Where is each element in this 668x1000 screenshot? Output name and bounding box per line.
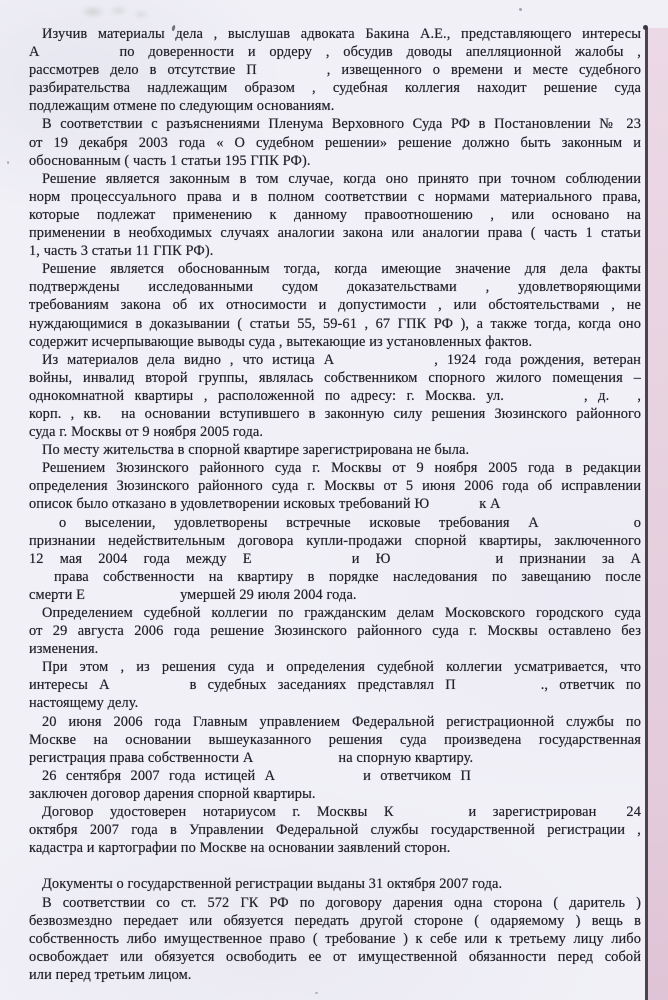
scan-speck <box>7 161 9 164</box>
text-line <box>29 224 641 242</box>
text-segment: о <box>633 514 641 531</box>
text-line <box>29 857 641 875</box>
text-segment: При этом , из решения суда и определения судебной коллегии усматривается, что <box>42 659 641 676</box>
text-segment: подтверждены исследованными судом доказательствами , удовлетворяющими <box>29 279 641 296</box>
text-line <box>29 803 641 821</box>
text-segment: собственность либо имущественное право ( требование ) к себе или к третьему лицу либо <box>29 930 641 947</box>
scan-edge-strip <box>645 28 668 1000</box>
redaction-gap <box>504 399 584 400</box>
paragraph <box>29 115 641 169</box>
text-line <box>29 532 641 550</box>
text-segment: суда г. Москвы от 9 ноября 2005 года. <box>29 424 264 441</box>
redaction-gap <box>391 562 496 563</box>
text-segment: и зарегистрирован <box>468 804 597 821</box>
text-segment: настоящему делу. <box>29 695 139 712</box>
text-segment: по доверенности и ордеру , обсудив доводы апелляционной жалобы , <box>119 44 641 61</box>
paragraph <box>29 658 641 712</box>
text-line <box>29 495 641 513</box>
paragraph <box>29 25 641 115</box>
text-line <box>29 477 641 495</box>
text-line <box>29 640 641 658</box>
text-segment: к А <box>479 496 501 513</box>
redaction-gap <box>85 598 180 599</box>
text-line <box>29 568 641 586</box>
text-segment: обоснованным ( часть 1 статьи 195 ГПК РФ). <box>29 152 311 169</box>
redaction-gap <box>429 507 479 508</box>
text-segment: на спорную квартиру. <box>338 749 474 766</box>
text-segment: однокомнатной квартиры , расположенной по адресу: г. Москва. ул. <box>29 387 504 404</box>
text-line <box>29 676 641 694</box>
text-segment: Москве на основании вышеуказанного решения суда произведена государственная <box>29 731 641 748</box>
text-line <box>29 206 641 224</box>
text-segment: безвозмездно передает или обязуется передать другой стороне ( одаряемому ) вещь в <box>29 912 641 929</box>
text-segment: 26 сентября 2007 года истицей А <box>42 767 276 784</box>
text-segment: разбирательства надлежащим образом , судебная коллегия находит решение суда <box>29 80 641 97</box>
text-segment: 20 июня 2006 года Главным управлением Федеральной регистрационной службы по <box>42 713 641 730</box>
text-line <box>29 604 641 622</box>
text-segment: рассмотрев дело в отсутствие П <box>29 62 257 79</box>
text-segment: изменения. <box>29 641 99 658</box>
text-segment: Определением судебной коллегии по гражданским делам Московского городского суда <box>42 605 641 621</box>
text-segment: 12 мая 2004 года между Е <box>29 550 252 567</box>
text-line <box>29 894 641 912</box>
text-line <box>29 242 641 260</box>
text-line <box>29 658 641 676</box>
text-segment: и Ю <box>351 550 391 567</box>
redaction-gap <box>501 507 641 508</box>
text-line <box>29 61 641 79</box>
paragraph <box>29 260 641 350</box>
text-line <box>29 749 641 767</box>
redaction-gap <box>29 580 54 581</box>
text-segment: регистрация права собственности А <box>29 749 254 766</box>
text-line <box>29 134 641 152</box>
text-line <box>29 767 641 785</box>
text-line <box>29 296 641 314</box>
text-line <box>29 441 641 459</box>
text-segment: интересы А <box>29 677 110 694</box>
text-line <box>29 622 641 640</box>
text-line <box>29 785 641 803</box>
text-line <box>29 930 641 948</box>
text-segment: подлежащим отмене по следующим основаниям. <box>29 98 335 115</box>
text-line <box>29 550 641 568</box>
text-segment: права собственности на квартиру в порядке наследования по завещанию после <box>54 568 641 585</box>
text-segment: признании недействительным договора купли-продажи спорной квартиры, заключенного <box>29 532 641 549</box>
text-line <box>29 387 641 405</box>
redaction-gap <box>596 815 626 816</box>
paragraph <box>29 875 641 893</box>
text-segment: Решение является законным в том случае, когда оно принято при точном соблюдении <box>42 170 641 187</box>
text-line <box>29 423 641 441</box>
text-segment: Из материалов дела видно , что истица А <box>42 351 335 368</box>
text-segment: 24 <box>626 804 641 821</box>
paragraph <box>29 713 641 767</box>
text-segment: смерти Е <box>29 586 86 603</box>
text-segment: и признании за А <box>495 550 641 567</box>
redaction-gap <box>40 55 120 56</box>
redaction-gap <box>252 562 352 563</box>
text-line <box>29 514 641 532</box>
text-line <box>29 369 641 387</box>
text-segment: Решение является обоснованным тогда, когда имеющие значение для дела факты <box>42 261 641 278</box>
text-segment: войны, инвалид второй группы, являлась собственником спорного жилого помещения – <box>29 369 641 386</box>
text-segment: , д. <box>583 387 610 404</box>
text-line <box>29 152 641 170</box>
redaction-gap <box>471 779 641 780</box>
document-text-body <box>29 25 641 984</box>
text-segment: содержит исчерпывающие выводы суда , вытекающие из установленных фактов. <box>29 333 533 350</box>
text-segment: которые подлежат применению к данному правоотношению , или основано на <box>29 206 641 223</box>
text-line <box>29 43 641 61</box>
text-line <box>29 839 641 857</box>
text-line <box>29 912 641 930</box>
redaction-gap <box>539 526 634 527</box>
text-segment: от 19 декабря 2003 года « О судебном решении» решение должно быть законным и <box>29 134 641 151</box>
text-segment: В соответствии со ст. 572 ГК РФ по договору дарения одна сторона ( даритель ) <box>42 894 641 911</box>
text-line <box>29 170 641 188</box>
text-line <box>29 875 641 893</box>
text-segment: А <box>29 44 40 61</box>
text-segment: Решением Зюзинского районного суда г. Москвы от 9 ноября 2005 года в редакции <box>42 460 641 477</box>
paragraph <box>29 441 641 459</box>
redaction-gap <box>101 417 121 418</box>
paragraph <box>29 170 641 260</box>
text-segment: , 1924 года рождения, ветеран <box>434 351 641 368</box>
text-segment: освобождает или обязуется освободить ее от имущественной обязанности перед собой <box>29 948 641 965</box>
paragraph <box>29 767 641 803</box>
text-segment: Изучив материалы дела , выслушав адвоката Бакина А.Е., представляющего интересы <box>42 26 641 42</box>
text-segment: норм процессуального права и в полном соответствии с нормами материального права, <box>29 188 641 205</box>
text-segment: ., ответчик по <box>540 677 641 694</box>
text-line <box>29 351 641 369</box>
text-line <box>29 25 641 43</box>
text-line <box>29 586 641 604</box>
text-segment: применении в необходимых случаях аналогии закона или аналогии права ( часть 1 статьи <box>29 225 641 242</box>
redaction-gap <box>394 815 469 816</box>
redaction-gap <box>275 779 363 780</box>
redaction-gap <box>334 363 434 364</box>
text-line <box>29 405 641 423</box>
text-line <box>29 821 641 839</box>
text-line <box>29 79 641 97</box>
text-segment: или перед третьим лицом. <box>29 966 192 983</box>
text-line <box>29 97 641 115</box>
text-line <box>29 948 641 966</box>
scan-speck <box>519 8 522 11</box>
text-line <box>29 260 641 278</box>
text-segment: , извещенного о времени и месте судебного <box>326 62 641 79</box>
paragraph <box>29 459 641 604</box>
paragraph <box>29 894 641 984</box>
redaction-gap <box>29 526 59 527</box>
text-segment: и ответчиком П <box>363 767 471 784</box>
text-segment: о выселении, удовлетворены встречные исковые требования А <box>59 514 539 531</box>
scan-speck <box>315 992 318 994</box>
text-segment: , <box>637 387 641 404</box>
text-segment: 1, часть 3 статьи 11 ГПК РФ). <box>29 243 214 260</box>
text-segment: нуждающимися в доказывании ( статьи 55, 59-61 , 67 ГПК РФ ), а также тогда, когда оно <box>29 315 641 332</box>
text-line <box>29 966 641 984</box>
text-segment: заключен договор дарения спорной квартиры. <box>29 785 316 802</box>
redaction-gap <box>110 688 190 689</box>
text-segment: требованиям закона об их относимости и допустимости , или обстоятельствами , не <box>29 297 641 314</box>
text-line <box>29 459 641 477</box>
text-line <box>29 278 641 296</box>
text-line <box>29 333 641 351</box>
text-line <box>29 188 641 206</box>
redaction-gap <box>456 688 541 689</box>
text-segment: на основании вступившего в законную силу решения Зюзинского районного <box>121 405 641 422</box>
paragraph <box>29 351 641 441</box>
redaction-gap <box>257 73 327 74</box>
text-segment: в судебных заседаниях представлял П <box>189 677 456 694</box>
ink-bleed-smudge <box>78 1 152 25</box>
text-segment: Договор удостоверен нотариусом г. Москвы К <box>42 804 394 821</box>
text-segment: По месту жительства в спорной квартире зарегистрирована не была. <box>42 442 470 459</box>
paragraph <box>29 604 641 658</box>
text-segment: корп. , кв. <box>29 405 102 422</box>
text-line <box>29 115 641 133</box>
text-segment: октября 2007 года в Управлении Федеральной службы государственной регистрации , <box>29 822 641 839</box>
redaction-gap <box>253 761 338 762</box>
text-segment: Документы о государственной регистрации выданы 31 октября 2007 года. <box>42 876 503 893</box>
text-segment: от 29 августа 2006 года решение Зюзинского районного суда г. Москвы оставлено без <box>29 623 641 640</box>
text-segment: В соответствии с разъяснениями Пленума Верховного Суда РФ в Постановлении № 23 <box>42 116 641 133</box>
text-line <box>29 713 641 731</box>
text-line <box>29 731 641 749</box>
text-line <box>29 315 641 333</box>
text-segment: описок было отказано в удовлетворении исковых требований Ю <box>29 496 430 513</box>
text-line <box>29 694 641 712</box>
redaction-gap <box>609 399 637 400</box>
text-segment: кадастра и картографии по Москве на основании заявлений сторон. <box>29 840 451 857</box>
paragraph <box>29 803 641 875</box>
text-segment: умершей 29 июля 2004 года. <box>180 586 357 603</box>
text-segment: определения Зюзинского районного суда г. Москвы от 5 июня 2006 года об исправлении <box>29 478 641 495</box>
